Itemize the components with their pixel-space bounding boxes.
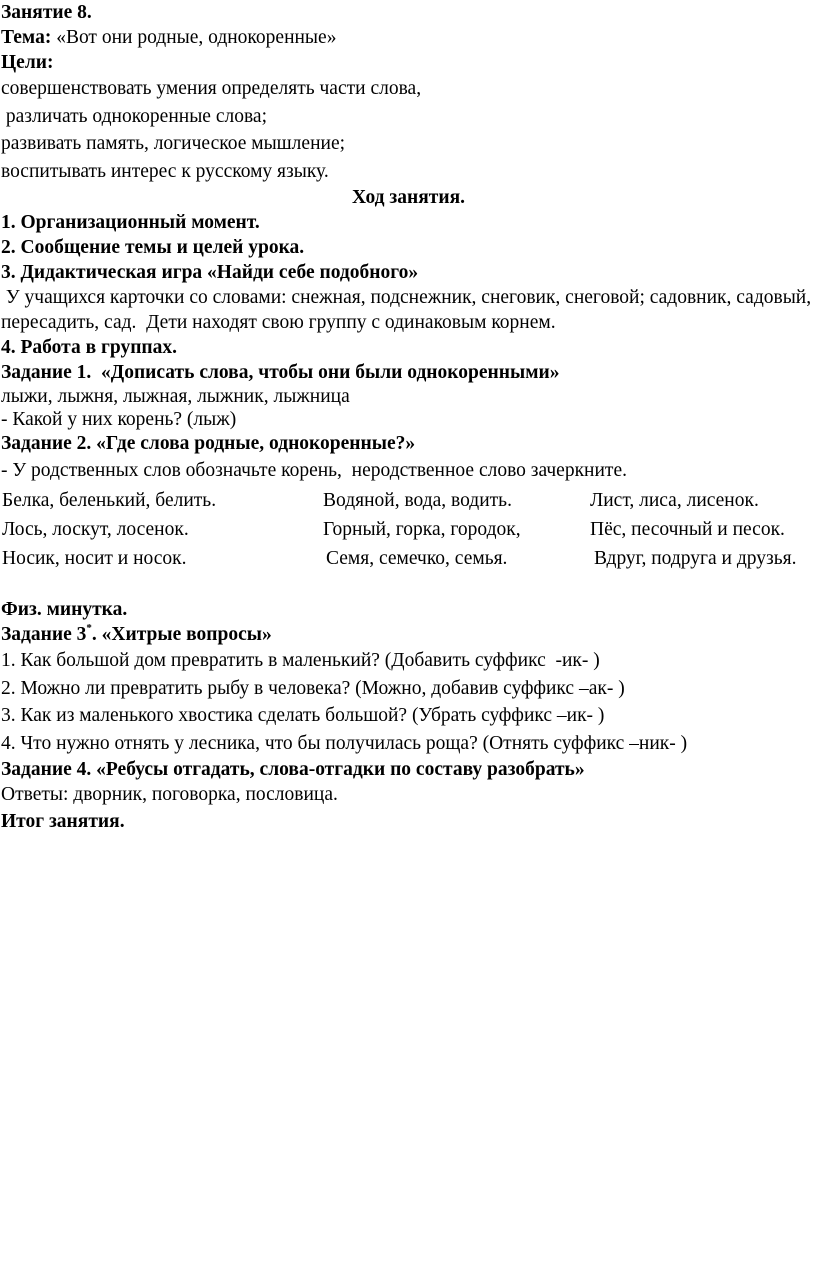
task-3-item: 3. Как из маленького хвостика сделать большой? (Убрать суффикс –ик- ) <box>1 705 605 726</box>
lesson-topic <box>1 25 816 50</box>
word-group: Пёс, песочный и песок. <box>590 519 785 540</box>
lesson-title: Занятие 8. <box>1 2 92 23</box>
task-3-item: 1. Как большой дом превратить в маленький? (Добавить суффикс -ик- ) <box>1 650 600 671</box>
task-3-item: 2. Можно ли превратить рыбу в человека? (Можно, добавив суффикс –ак- ) <box>1 677 625 699</box>
step-3: 3. Дидактическая игра «Найди себе подобного» <box>1 262 419 283</box>
task-3-title <box>1 622 816 647</box>
task-2-instruction: - У родственных слов обозначьте корень, неродственное слово зачеркните. <box>1 460 627 481</box>
task-1-question: - Какой у них корень? (лыж) <box>1 409 237 430</box>
summary: Итог занятия. <box>1 811 125 832</box>
task-4-title: Задание 4. «Ребусы отгадать, слова-отгадки по составу разобрать» <box>1 759 585 780</box>
task-1-words: лыжи, лыжня, лыжная, лыжник, лыжница <box>1 386 350 407</box>
word-group: Вдруг, подруга и друзья. <box>594 548 797 569</box>
word-group: Лось, лоскут, лосенок. <box>2 519 189 540</box>
goals-label: Цели: <box>1 52 54 73</box>
course-heading: Ход занятия. <box>351 187 466 208</box>
word-row <box>1 486 816 515</box>
spacer <box>1 573 816 597</box>
task-4-answers: Ответы: дворник, поговорка, пословица. <box>1 784 338 805</box>
phys-minute: Физ. минутка. <box>1 599 128 620</box>
goal-item: развивать память, логическое мышление; <box>1 133 346 154</box>
step-2: 2. Сообщение темы и целей урока. <box>1 237 305 258</box>
step-4: 4. Работа в группах. <box>1 337 178 358</box>
task-3-title-prefix: Задание 3 <box>1 624 87 645</box>
task-3-asterisk: * <box>86 621 92 634</box>
word-group: Семя, семечко, семья. <box>326 548 508 569</box>
topic-text: «Вот они родные, однокоренные» <box>51 27 337 48</box>
word-row <box>1 515 816 544</box>
word-group: Водяной, вода, водить. <box>323 490 512 511</box>
step-1: 1. Организационный момент. <box>1 212 260 233</box>
goal-item: воспитывать интерес к русскому языку. <box>1 160 329 182</box>
task-3-title-suffix: . «Хитрые вопросы» <box>91 624 272 645</box>
step-3-text: У учащихся карточки со словами: снежная, подснежник, снеговик, снеговой; садовник, садовый, пересадить, сад. Дети находят свою группу с одинаковым корнем. <box>1 287 816 333</box>
topic-label: Тема: <box>1 27 52 48</box>
goal-item: различать однокоренные слова; <box>1 105 267 127</box>
word-group: Белка, беленький, белить. <box>2 490 217 511</box>
word-group: Лист, лиса, лисенок. <box>590 490 759 511</box>
task-1-title: Задание 1. «Дописать слова, чтобы они были однокоренными» <box>1 362 560 383</box>
word-group: Носик, носит и носок. <box>2 548 187 569</box>
task-3-item: 4. Что нужно отнять у лесника, что бы получилась роща? (Отнять суффикс –ник- ) <box>1 732 688 754</box>
word-group: Горный, горка, городок, <box>323 519 521 540</box>
word-row <box>1 544 816 573</box>
goal-item: совершенствовать умения определять части слова, <box>1 78 422 99</box>
task-2-title: Задание 2. «Где слова родные, однокоренные?» <box>1 433 416 454</box>
